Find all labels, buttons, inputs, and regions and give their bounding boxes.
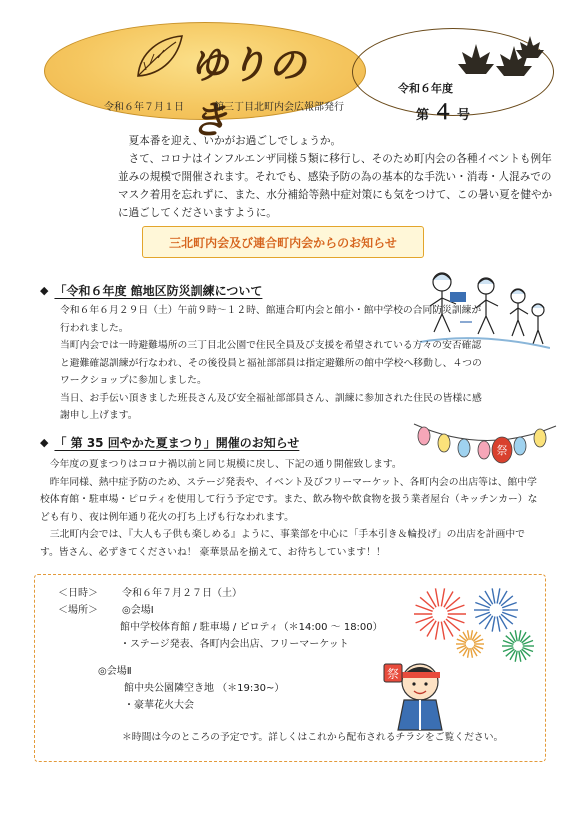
issue-number-value: ４ xyxy=(433,100,454,124)
publisher: 館三丁目北町内会広報部発行 xyxy=(214,102,344,113)
firework-ray xyxy=(497,588,500,603)
festival-badge-lantern: 祭 xyxy=(496,444,508,457)
venue1-name: ◎会場Ⅰ xyxy=(122,605,154,616)
section-summer-festival-body xyxy=(40,456,540,561)
firework-ray xyxy=(492,616,495,631)
section-disaster-drill-title xyxy=(40,282,262,299)
issue-suffix: 号 xyxy=(457,108,471,123)
event-date-row xyxy=(58,586,242,602)
festival-paragraph-2: 昨年同様、熱中症予防のため、ステージ発表や、イベント及びフリーマーケット、各町内会の出店等は、館中学校体育館・駐車場・ピロティを使用して行う予定です。また、飲み物や飲食物を扱う業者屋台（キッチンカー）なども有り、夜は例年通り花火の打ち上げも行なわれます。 xyxy=(40,476,538,523)
firework-ray xyxy=(471,648,473,658)
venue2-activities: ・豪華花火大会 xyxy=(124,700,194,711)
section-marker: ◆ xyxy=(40,436,49,449)
festival-paragraph-3: 三北町内会では、『大人も子供も楽しめる』ように、事業部を中心に「手本引き＆輪投げ」の出店を計画中です。皆さん、必ずきてくださいね！ 豪華景品を揃えて、お待ちしています！！ xyxy=(40,529,525,558)
firework-ray xyxy=(515,630,517,641)
firework-ray xyxy=(515,651,517,662)
section-title-text: 「 第 35 回やかた夏まつり」開催のお知らせ xyxy=(54,436,300,450)
firework-ray xyxy=(471,630,473,640)
notice-banner: 三北町内会及び連合町内会からのお知らせ xyxy=(142,226,424,258)
firework-ray xyxy=(441,622,444,640)
event-date-value: 令和６年７月２７日（土） xyxy=(122,588,242,599)
venue1-activities: ・ステージ発表、各町内会出店、フリーマーケット xyxy=(120,639,349,650)
event-date-label: ＜日時＞ xyxy=(58,588,98,599)
firework-ray xyxy=(468,630,470,640)
issue-prefix: 第 xyxy=(416,108,430,123)
drill-paragraph-3: 当日、お手伝い頂きました班長さん及び安全福祉部部員さん、訓練に参加された住民の皆様に感謝申し上げます。 xyxy=(60,392,482,421)
issue-number xyxy=(416,96,470,125)
drill-paragraph-1: 令和６年６月２９日（土）午前９時～１２時、館連合町内会と館小・館中学校の合同防災訓練が行われました。 xyxy=(60,305,482,334)
section-summer-festival-title xyxy=(40,434,299,451)
event-place-row xyxy=(58,603,154,619)
intro-text xyxy=(118,132,558,222)
firework-ray xyxy=(497,616,500,631)
firework-ray xyxy=(435,588,438,606)
fiscal-year: 令和６年度 xyxy=(398,82,453,95)
festival-badge-mascot: 祭 xyxy=(386,667,400,681)
firework-ray xyxy=(441,588,444,606)
venue2-name: ◎会場Ⅱ xyxy=(98,666,132,677)
drill-paragraph-2: 当町内会では一時避難場所の三丁目北公園で住民全員及び支援を希望されている方々の安否確認と避難確認訓練が行なわれ、その後役員と福祉部部員は指定避難所の館中学校へ移動し、４つのワークショップに参加しました。 xyxy=(60,340,482,386)
event-place-label: ＜場所＞ xyxy=(58,605,98,616)
section-title-text: 「令和６年度 館地区防災訓練について xyxy=(54,284,263,298)
section-marker: ◆ xyxy=(40,284,49,297)
intro-paragraph-2: さて、コロナはインフルエンザ同様５類に移行し、そのため町内会の各種イベントも例年並みの規模で開催されます。それでも、感染予防の為の基本的な手洗い・消毒・人混みでのマスク着用を忘れずに、また、水分補給等熱中症対策にも気をつけて、この暑い夏を健やかに過ごしてくださいますように。 xyxy=(118,153,553,219)
firework-ray xyxy=(519,651,521,662)
venue1-location: 館中学校体育館 / 駐車場 / ピロティ（＊14:00 ～ 18:00） xyxy=(120,622,383,633)
leaf-icon xyxy=(130,28,190,88)
event-note: ＊時間は今のところの予定です。詳しくはこれから配布されるチラシをご覧ください。 xyxy=(122,732,504,743)
festival-paragraph-1: 今年度の夏まつりはコロナ禍以前と同じ規模に戻し、下記の通り開催致します。 xyxy=(49,459,402,470)
firework-ray xyxy=(492,588,495,603)
firework-ray xyxy=(468,648,470,658)
maple-leaves-icon xyxy=(452,34,548,84)
firework-ray xyxy=(519,630,521,641)
masthead-title: ゆりのき xyxy=(190,43,308,142)
festival-child-illustration xyxy=(380,656,460,732)
intro-paragraph-1: 夏本番を迎え、いかがお過ごしでしょうか。 xyxy=(128,135,342,147)
venue2-location: 館中央公園隣空き地 （＊19:30~） xyxy=(124,683,285,694)
firework-ray xyxy=(435,622,438,640)
section-disaster-drill-body xyxy=(60,302,490,425)
issue-date: 令和６年７月１日 xyxy=(104,102,184,113)
